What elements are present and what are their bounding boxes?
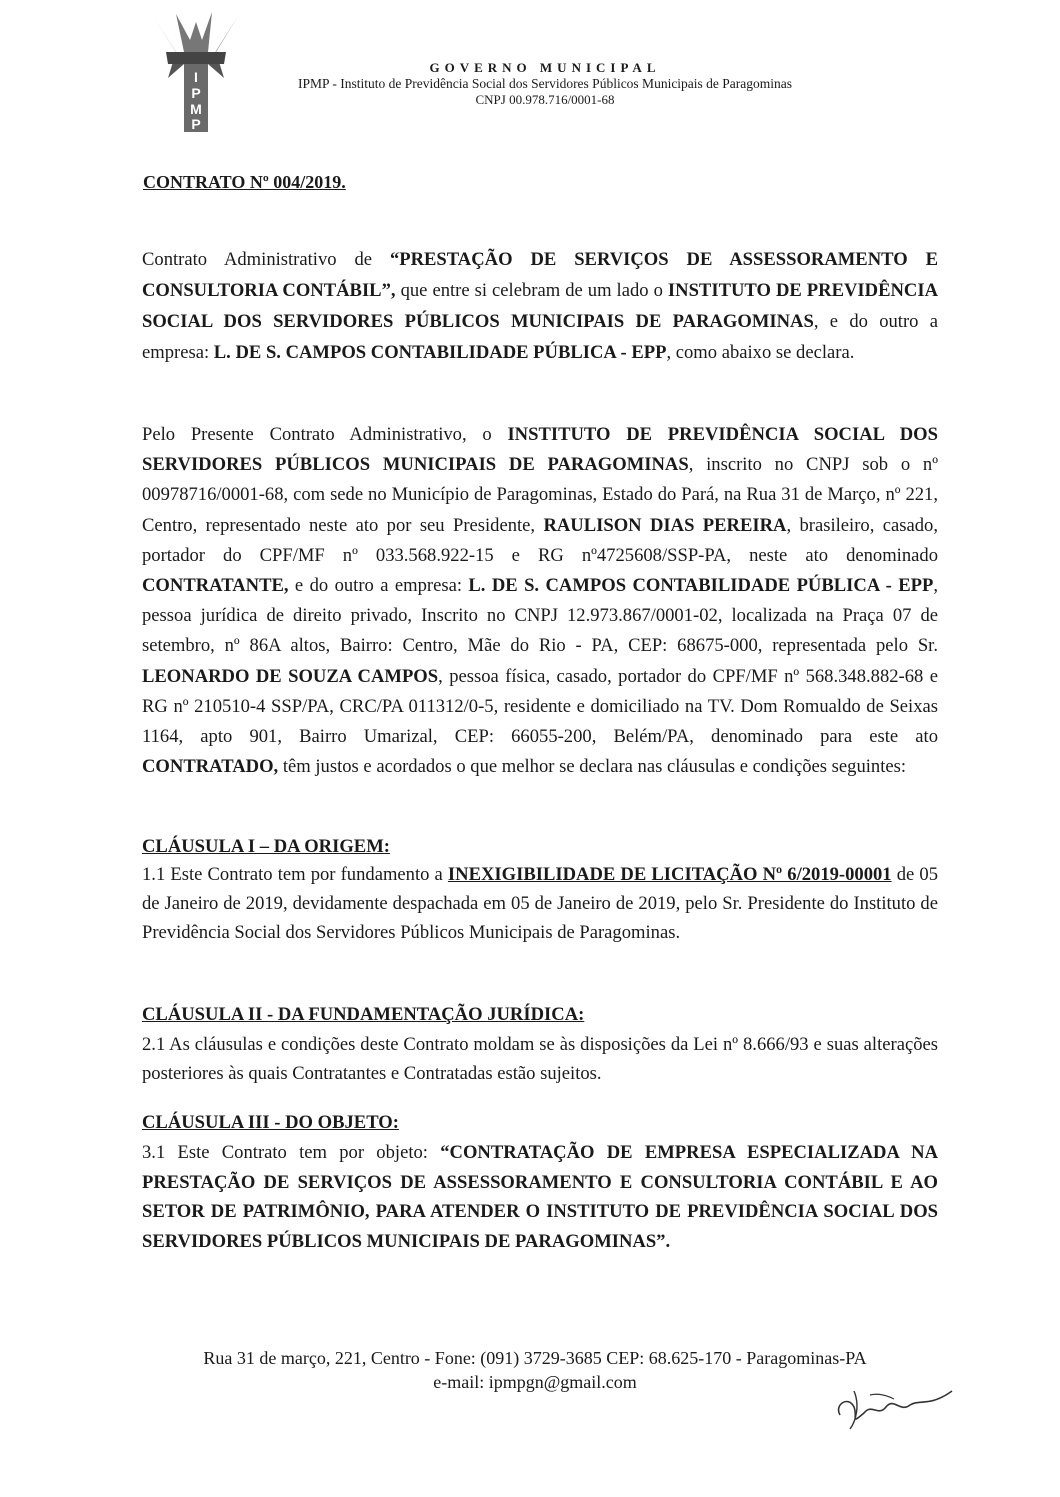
text-span: 3.1 Este Contrato tem por objeto: [142,1142,441,1163]
text-span: , e do outro a empresa: [142,311,939,363]
bold-underline-span: INEXIGIBILIDADE DE LICITAÇÃO Nº 6/2019-00001 [447,864,892,885]
text-span: , inscrito no CNPJ sob o nº 00978716/0001-68, com sede no Município de Paragominas, Estado do Pará, na Rua 31 de Março, nº 221, Centro, representado neste ato por seu Presidente, [142,454,938,536]
text-span: que entre si celebram de um lado o [395,280,668,301]
text-span: Contrato Administrativo de [142,249,390,270]
contract-title: CONTRATO Nº 004/2019. [143,172,346,192]
intro-paragraph [142,244,938,368]
footer-address: Rua 31 de março, 221, Centro - Fone: (091) 3729-3685 CEP: 68.625-170 - Paragominas-PA [203,1348,867,1368]
bold-span: “CONTRATAÇÃO DE EMPRESA ESPECIALIZADA NA PRESTAÇÃO DE SERVIÇOS DE ASSESSORAMENTO E CONSULTORIA CONTÁBIL E AO SETOR DE PATRIMÔNIO, PARA ATENDER O INSTITUTO DE PREVIDÊNCIA SOCIAL DOS SERVIDORES PÚBLICOS MUNICIPAIS DE PARAGOMINAS”. [142,1142,938,1252]
text-span: , pessoa física, casado, portador do CPF/MF nº 568.348.882-68 e RG nº 210510-4 SSP/PA, CRC/PA 011312/0-5, residente e domiciliado na TV. Dom Romualdo de Seixas 1164, apto 901, Bairro Umarizal, CEP: 66055-200, Belém/PA, denominado para este ato [142,665,938,748]
bold-span: CONTRATANTE, [142,575,289,597]
text-span: , pessoa jurídica de direito privado, Inscrito no CNPJ 12.973.867/0001-02, localizada na Praça 07 de setembro, nº 86A altos, Bairro: Centro, Mãe do Rio - PA, CEP: 68675-000, representada pelo Sr. [142,575,938,657]
clause-1-text [142,860,938,947]
bold-span: INSTITUTO DE PREVIDÊNCIA SOCIAL DOS SERVIDORES PÚBLICOS MUNICIPAIS DE PARAGOMINAS [142,280,938,332]
logo-letter: P [191,85,201,101]
bold-span: L. DE S. CAMPOS CONTABILIDADE PÚBLICA - EPP [468,575,934,597]
clause-3-text [142,1138,938,1256]
signature-icon [820,1355,970,1445]
ipmp-logo-icon [146,12,246,134]
text-span: 1.1 Este Contrato tem por fundamento a [142,864,448,885]
bold-span: “PRESTAÇÃO DE SERVIÇOS DE ASSESSORAMENTO E CONSULTORIA CONTÁBIL”, [142,249,938,301]
institute-name: IPMP - Instituto de Previdência Social dos Servidores Públicos Municipais de Paragominas [297,76,793,91]
bold-span: L. DE S. CAMPOS CONTABILIDADE PÚBLICA - EPP [213,342,667,363]
text-span: Pelo Presente Contrato Administrativo, o [142,424,508,445]
clause-2-heading: CLÁUSULA II - DA FUNDAMENTAÇÃO JURÍDICA: [142,1004,585,1025]
text-span: têm justos e acordados o que melhor se declara nas cláusulas e condições seguintes: [278,756,907,778]
letterhead [250,60,840,108]
logo-letter: P [191,116,201,132]
clause-2-text: 2.1 As cláusulas e condições deste Contrato moldam se às disposições da Lei nº 8.666/93 e suas alterações posteriores às quais Contratantes e Contratadas estão sujeitos. [142,1034,938,1084]
page-footer [140,1346,930,1394]
clause-1-heading: CLÁUSULA I – DA ORIGEM: [142,836,390,857]
bold-span: CONTRATADO, [142,756,279,778]
text-span: de 05 de Janeiro de 2019, devidamente despachada em 05 de Janeiro de 2019, pelo Sr. Presidente do Instituto de Previdência Social dos Servidores Públicos Municipais de Paragominas. [142,864,938,943]
text-span: , brasileiro, casado, portador do CPF/MF nº 033.568.922-15 e RG nº4725608/SSP-PA, neste ato denominado [142,514,938,566]
text-span: e do outro a empresa: [288,575,469,597]
institute-cnpj: CNPJ 00.978.716/0001-68 [475,92,615,107]
government-label: GOVERNO MUNICIPAL [429,60,661,75]
bold-span: LEONARDO DE SOUZA CAMPOS [142,665,439,687]
logo-letter: I [194,69,198,85]
parties-paragraph [142,420,938,782]
bold-span: RAULISON DIAS PEREIRA [543,514,787,536]
logo-letter: M [190,101,202,117]
clause-3-heading: CLÁUSULA III - DO OBJETO: [142,1112,399,1133]
text-span: , como abaixo se declara. [666,342,855,363]
bold-span: INSTITUTO DE PREVIDÊNCIA SOCIAL DOS SERVIDORES PÚBLICOS MUNICIPAIS DE PARAGOMINAS [142,424,938,476]
footer-email: e-mail: ipmpgn@gmail.com [433,1372,637,1392]
